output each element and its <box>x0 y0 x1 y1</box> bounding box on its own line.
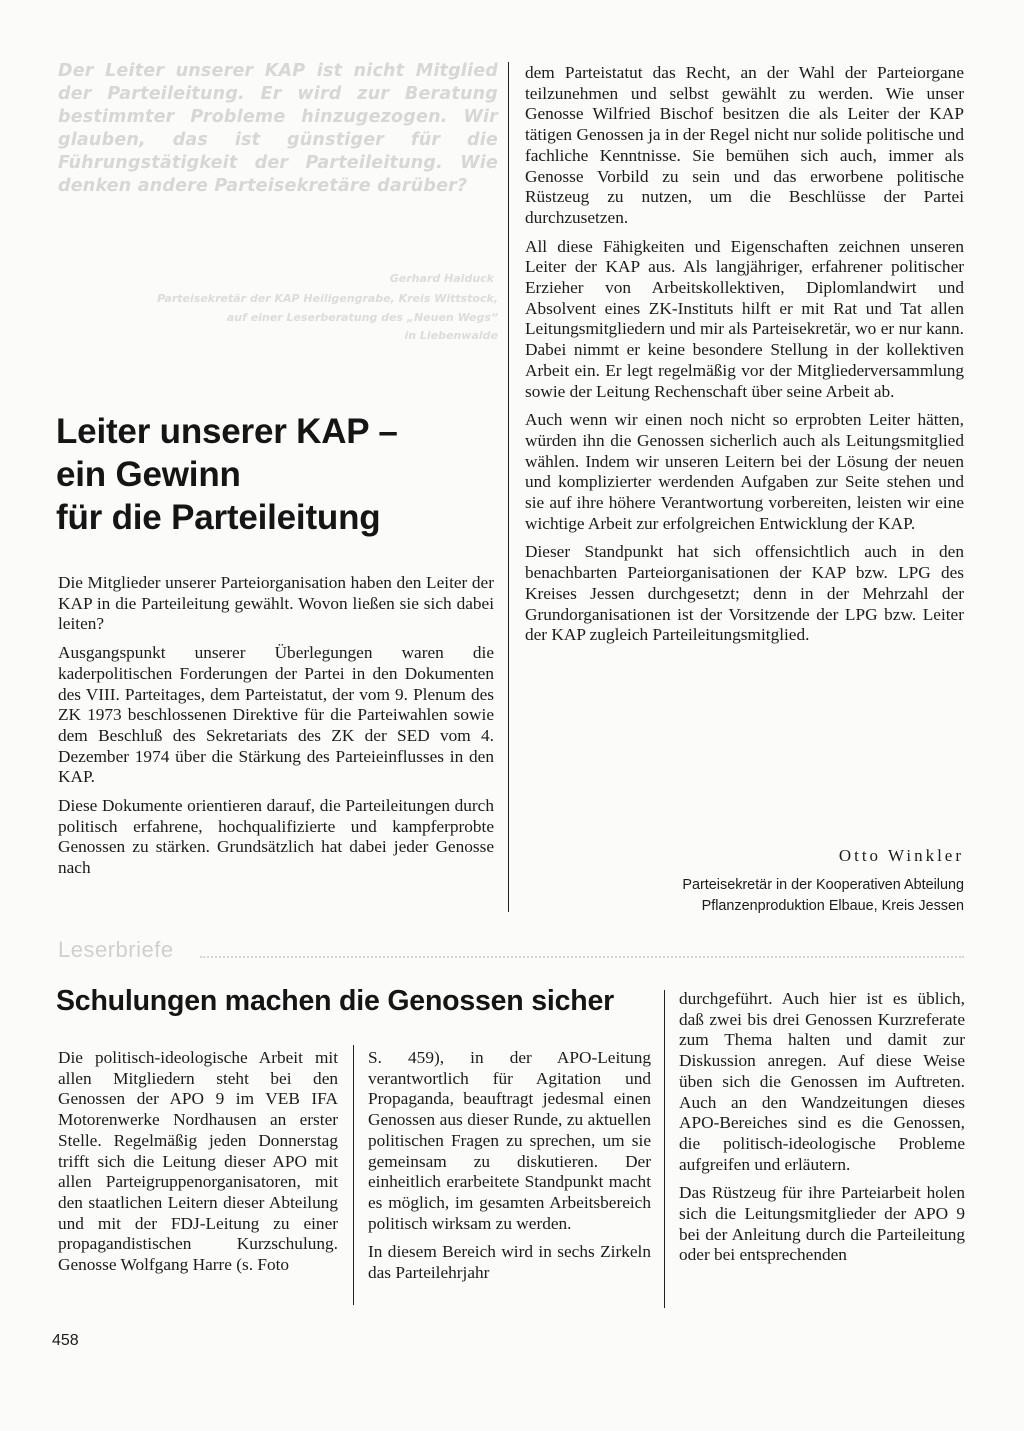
paragraph: Die Mitglieder unserer Parteiorganisation haben den Leiter der KAP in die Parteileitung gewählt. Wovon ließen sie sich dabei leiten? <box>58 573 494 634</box>
paragraph: dem Parteistatut das Recht, an der Wahl der Parteiorgane teilzunehmen und selbst gewählt zu werden. Wie unser Genosse Wilfried Bischof besitzen die als Leiter der KAP tätigen Genossen ja in der Regel nicht nur solide politische und fachliche Kenntnisse. Sie bemühen sich auch, immer als Genosse Vorbild zu sein und das erworbene politische Rüstzeug zu nutzen, um die Beschlüsse der Partei durchzusetzen. <box>525 63 964 227</box>
affiliation-line: Pflanzenproduktion Elbaue, Kreis Jessen <box>701 898 964 914</box>
affiliation-line: Parteisekretär in der Kooperativen Abteilung <box>682 877 964 893</box>
lead-quote: Der Leiter unserer KAP ist nicht Mitglied der Parteileitung. Er wird zur Beratung bestimmter Probleme hinzugezogen. Wir glauben, das ist günstiger für die Führungstätigkeit der Parteileitung. Wie denken andere Parteisekretäre darüber? <box>58 61 498 196</box>
article2-headline: Schulungen machen die Genossen sicher <box>56 985 615 1017</box>
paragraph: Auch wenn wir einen noch nicht so erprobten Leiter hätten, würden ihn die Genossen sicherlich auch als Leitungsmitglied wählen. Indem wir unseren Leitern bei der Lösung der neuen und komplizierter werdenden Aufgaben zur Seite stehen und sie auf ihre höhere Verantwortung vorbereiten, leisten wir eine wichtige Arbeit zur erfolgreichen Entwicklung der KAP. <box>525 410 964 533</box>
headline-line: Leiter unserer KAP – <box>56 412 398 451</box>
article1-right-column <box>525 63 964 646</box>
author-signature: Otto Winkler <box>838 846 964 865</box>
author-affiliation <box>682 875 964 917</box>
column-divider <box>353 1045 354 1305</box>
headline-line: ein Gewinn <box>56 455 241 494</box>
column-divider <box>664 990 665 1308</box>
section-divider <box>200 956 964 958</box>
affiliation-line: auf einer Leserberatung des „Neuen Wegs“ <box>226 310 498 324</box>
paragraph: Das Rüstzeug für ihre Parteiarbeit holen sich die Leitungsmitglieder der APO 9 bei der Anleitung durch die Parteileitung oder bei entsprechenden <box>679 1183 965 1265</box>
paragraph: Ausgangspunkt unserer Überlegungen waren die kaderpolitischen Forderungen der Partei in den Dokumenten des VIII. Parteitages, dem Parteistatut, der vom 9. Plenum des ZK 1973 beschlossenen Direktive für die Parteiwahlen sowie dem Beschluß des Sekretariats des ZK der SED vom 4. Dezember 1974 über die Stärkung des Parteieinflusses in den KAP. <box>58 643 494 787</box>
paragraph: Die politisch-ideologische Arbeit mit allen Mitgliedern steht bei den Genossen der APO 9 im VEB IFA Motorenwerke Nordhausen an erster Stelle. Regelmäßig jeden Donnerstag trifft sich die Leitung dieser APO mit allen Parteigruppenorganisatoren, mit den staatlichen Leitern dieser Abteilung und mit der FDJ-Leitung zu einer propagandistischen Kurzschulung. Genosse Wolfgang Harre (s. Foto <box>58 1048 338 1275</box>
section-label: Leserbriefe <box>58 937 174 962</box>
paragraph: Diese Dokumente orientieren darauf, die Parteileitungen durch politisch erfahrene, hochqualifizierte und kampferprobte Genossen zu stärken. Grundsätzlich hat dabei jeder Genosse nach <box>58 796 494 878</box>
article2-column-2 <box>368 1048 651 1284</box>
article2-column-1 <box>58 1048 338 1276</box>
paragraph: In diesem Bereich wird in sechs Zirkeln das Parteilehrjahr <box>368 1242 651 1283</box>
paragraph: All diese Fähigkeiten und Eigenschaften zeichnen unseren Leiter der KAP aus. Als langjähriger, erfahrener politischer Erzieher von Arbeitskollektiven, Diplomlandwirt und Absolvent eines ZK-Instituts hilft er mit Rat und Tat allen Leitungsmitgliedern und mir als Parteisekretär, wo er nur kann. Dabei nimmt er keine besondere Stellung in der kollektiven Arbeit ein. Er legt regelmäßig vor der Mitgliederversammlung sowie der Leitung Rechenschaft über seine Arbeit ab. <box>525 236 964 401</box>
article1-headline <box>56 410 398 539</box>
article1-left-column <box>58 573 494 879</box>
headline-line: für die Parteileitung <box>56 498 381 537</box>
lead-quote-author: Gerhard Haiduck <box>389 272 494 285</box>
affiliation-line: in Liebenwalde <box>404 329 498 342</box>
lead-quote-affiliation <box>38 290 498 346</box>
paragraph: durchgeführt. Auch hier ist es üblich, daß zwei bis drei Genossen Kurzreferate zum Thema halten und damit zur Diskussion anregen. Auf diese Weise üben sich die Genossen im Auftreten. Auch an den Wandzeitungen dieses APO-Bereiches sind es die Genossen, die politisch-ideologische Probleme aufgreifen und erläutern. <box>679 989 965 1174</box>
paragraph: Dieser Standpunkt hat sich offensichtlich auch in den benachbarten Parteiorganisationen der KAP bzw. LPG des Kreises Jessen durchgesetzt; denn in der Mehrzahl der Grundorganisationen ist der Vorsitzende der LPG bzw. Leiter der KAP zugleich Parteileitungsmitglied. <box>525 542 964 645</box>
affiliation-line: Parteisekretär der KAP Heiligengrabe, Kreis Wittstock, <box>157 292 498 305</box>
column-divider <box>508 62 509 912</box>
paragraph: S. 459), in der APO-Leitung verantwortlich für Agitation und Propaganda, beauftragt jedesmal einen Genossen aus dieser Runde, zu aktuellen politischen Fragen zu sprechen, um sie gemeinsam zu diskutieren. Der einheitlich erarbeitete Standpunkt macht es möglich, im gesamten Arbeitsbereich politisch wirksam zu werden. <box>368 1048 651 1233</box>
article2-column-3 <box>679 989 965 1266</box>
page-number: 458 <box>52 1332 79 1349</box>
